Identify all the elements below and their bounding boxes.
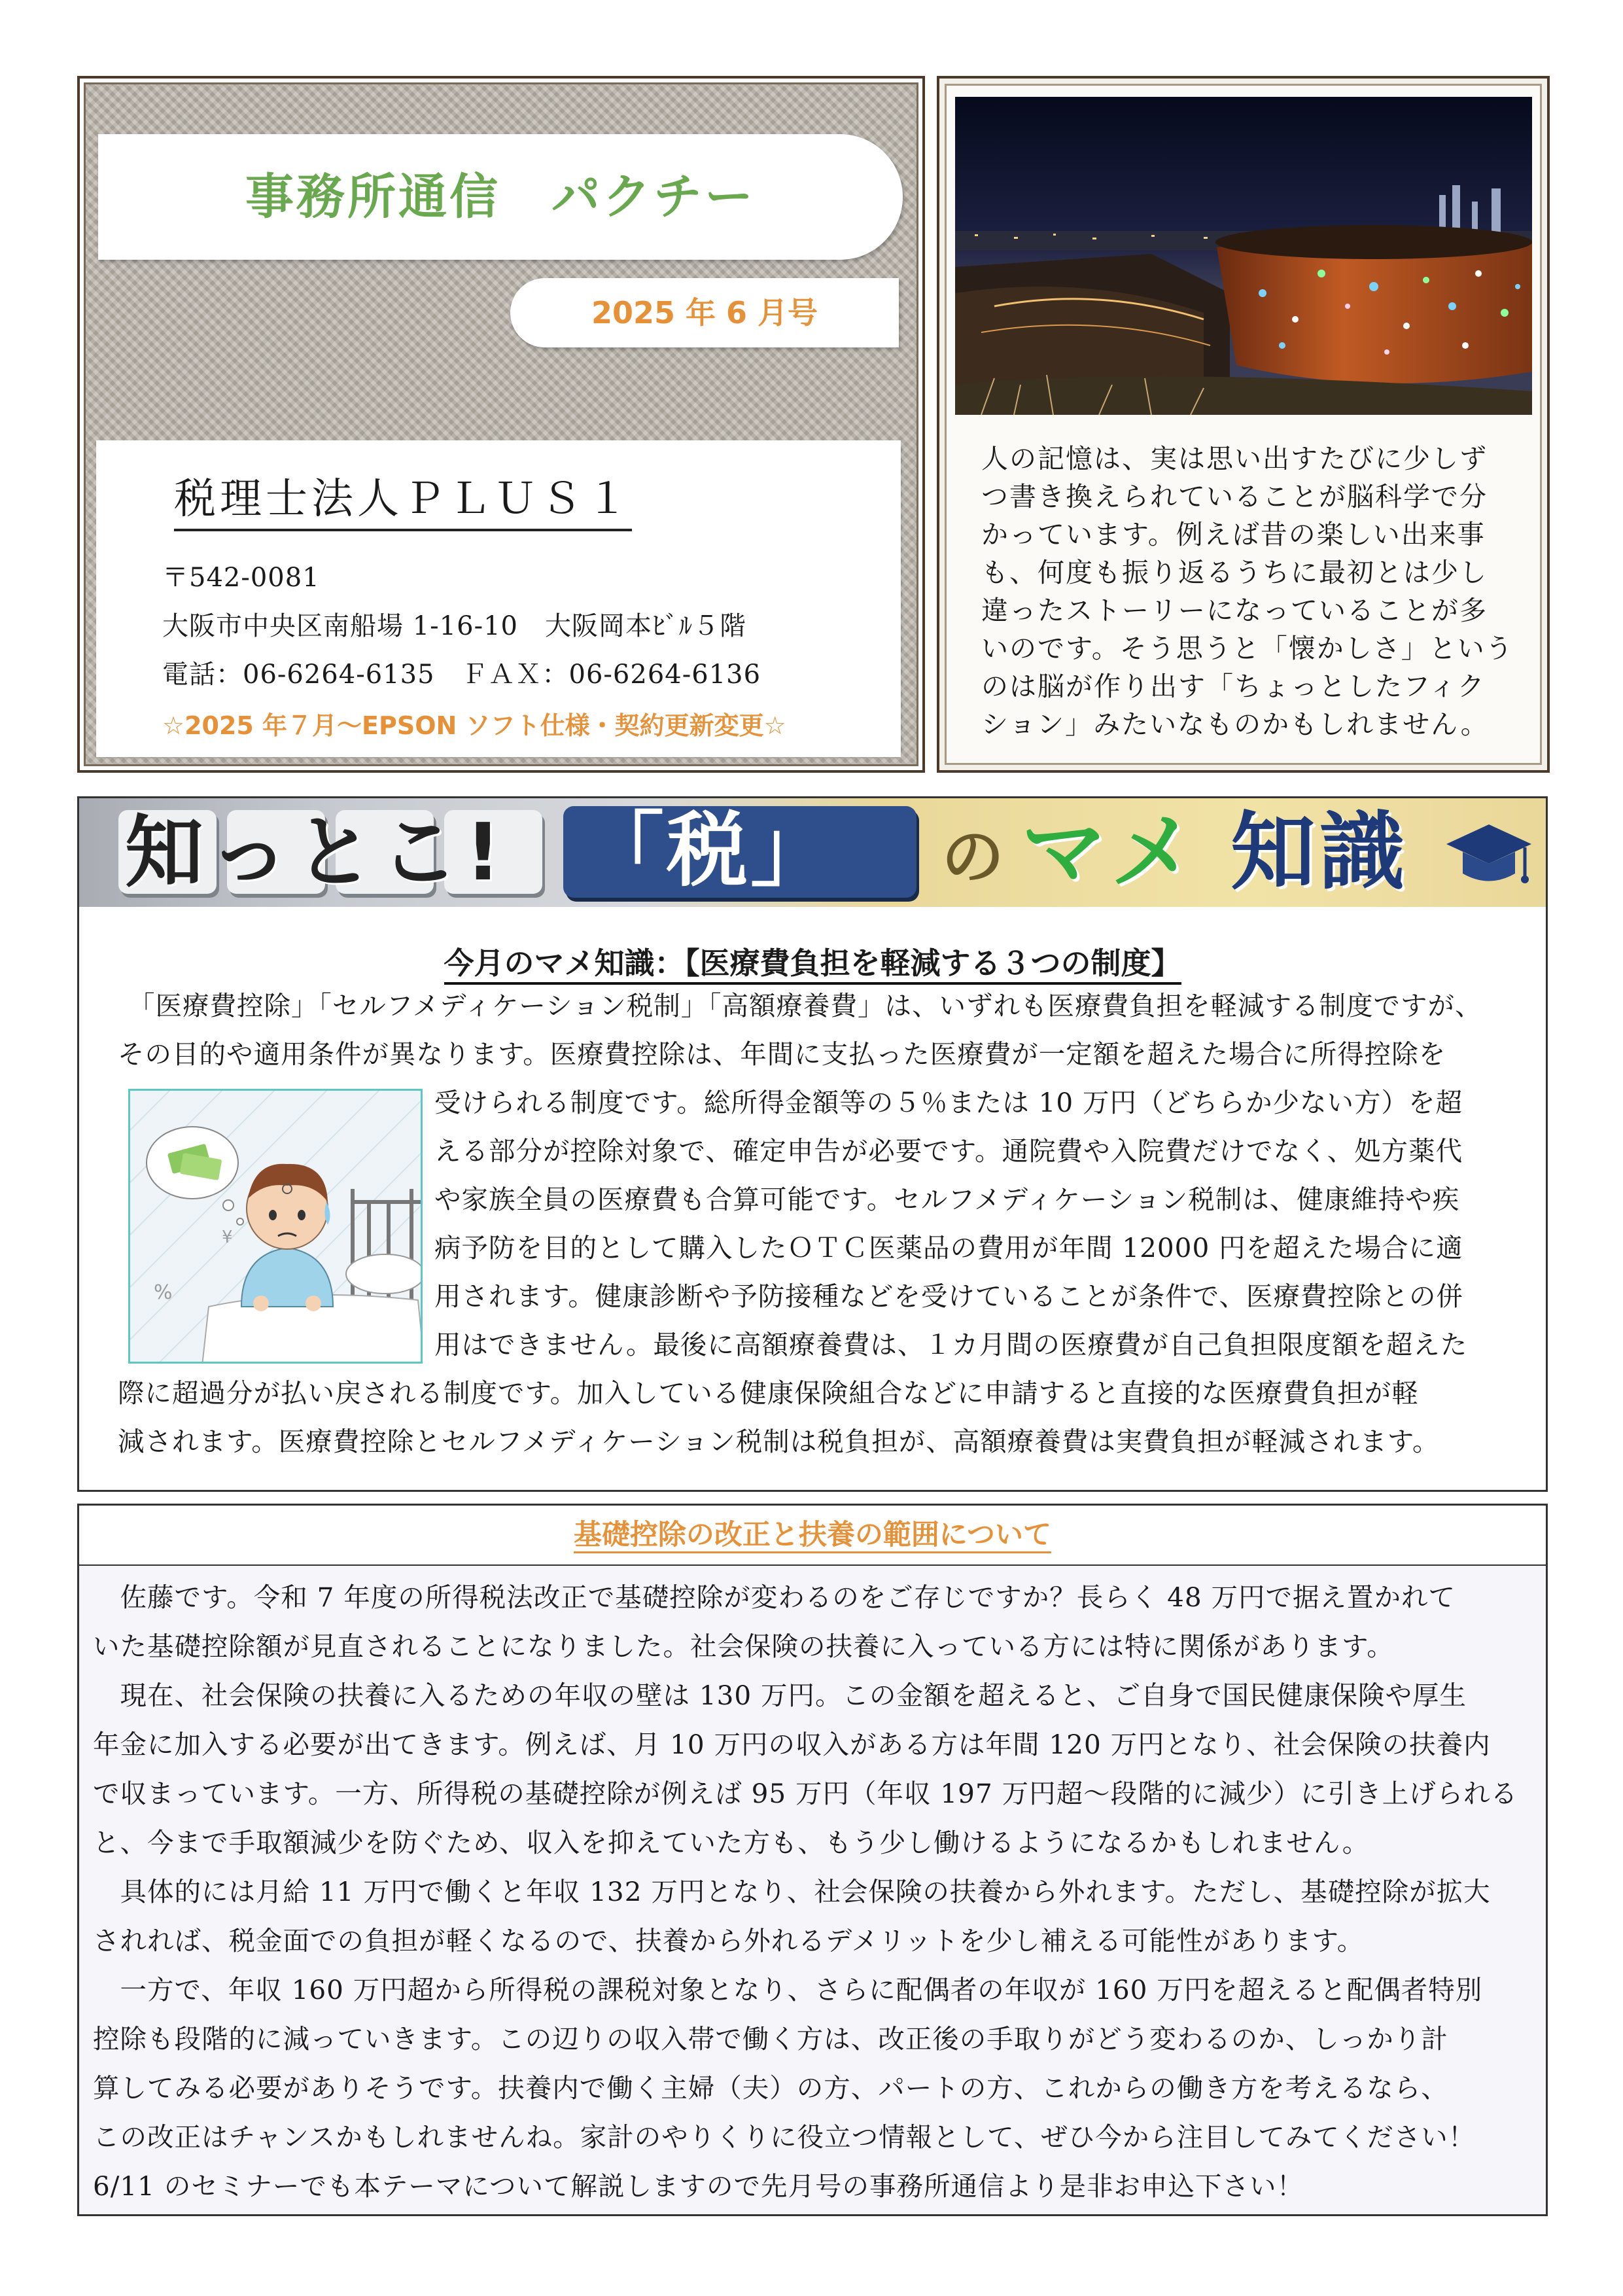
caption-line: 違ったストーリーになっていることが多 xyxy=(981,595,1488,626)
mame-line: 用されます。健康診断や予防接種などを受けていることが条件で、医療費控除との併 xyxy=(434,1280,1463,1312)
mame-chishiki-banner xyxy=(79,798,1546,907)
caption-line: のは脳が作り出す「ちょっとしたフィク xyxy=(981,671,1486,702)
kiso-title-text: 基礎控除の改正と扶養の範囲について xyxy=(574,1519,1051,1553)
worried-patient-illustration xyxy=(128,1089,423,1364)
caption-line: 人の記憶は、実は思い出すたびに少しず xyxy=(981,443,1488,474)
kiso-line: この改正はチャンスかもしれませんね。家計のやりくりに役立つ情報として、ぜひ今から注目してみてください！ xyxy=(93,2121,1476,2153)
kiso-line: 年金に加入する必要が出てきます。例えば、月 10 万円の収入がある方は年間 120 万円となり、社会保険の扶養内 xyxy=(93,1729,1491,1760)
caption-line: いのです。そう思うと「懐かしさ」という xyxy=(981,633,1514,664)
photo-caption xyxy=(981,440,1518,743)
mame-line: える部分が控除対象で、確定申告が必要です。通院費や入院費だけでなく、処方薬代 xyxy=(434,1135,1463,1167)
mame-heading xyxy=(79,940,1546,983)
kiso-title xyxy=(79,1506,1546,1564)
mame-line: 受けられる制度です。総所得金額等の５％または 10 万円（どちらか少ない方）を超 xyxy=(434,1087,1463,1118)
postal-code: 〒542-0081 xyxy=(162,563,320,593)
mame-heading-text: 今月のマメ知識：【医療費負担を軽減する３つの制度】 xyxy=(444,945,1181,985)
kiso-line: 佐藤です。令和 7 年度の所得税法改正で基礎控除が変わるのをご存じですか？長らく 48 万円で据え置かれて xyxy=(93,1581,1456,1613)
kiso-line: 現在、社会保険の扶養に入るための年収の壁は 130 万円。この金額を超えると、ご自身で国民健康保険や厚生 xyxy=(93,1680,1467,1711)
newsletter-title: 事務所通信 パクチー xyxy=(245,169,756,225)
kiso-line: 6/11 のセミナーでも本テーマについて解説しますので先月号の事務所通信より是非お申込下さい！ xyxy=(93,2170,1304,2202)
kiso-line: されれば、税金面での負担が軽くなるので、扶養から外れるデメリットを少し補える可能性があります。 xyxy=(93,1925,1365,1956)
mame-line: 「医療費控除」「セルフメディケーション税制」「高額療養費」は、いずれも医療費負担を軽減する制度ですが、 xyxy=(128,990,1482,1021)
kiso-line: と、今まで手取額減少を防ぐため、収入を抑えていた方も、もう少し働けるようになるかもしれません。 xyxy=(93,1827,1370,1858)
caption-line: ション」みたいなものかもしれません。 xyxy=(981,709,1489,740)
kiso-line: で収まっています。一方、所得税の基礎控除が例えば 95 万円（年収 197 万円超～段階的に減少）に引き上げられる xyxy=(93,1778,1518,1809)
caption-line: つ書き換えられていることが脳科学で分 xyxy=(981,481,1488,512)
issue-date: 2025 年 6 月号 xyxy=(591,295,818,330)
svg-text:%: % xyxy=(154,1281,173,1304)
mame-line: や家族全員の医療費も合算可能です。セルフメディケーション税制は、健康維持や疾 xyxy=(434,1184,1460,1215)
mame-line: 減されます。医療費控除とセルフメディケーション税制は税負担が、高額療養費は実費負担が軽減されます。 xyxy=(118,1426,1440,1457)
mame-line: 際に超過分が払い戻される制度です。加入している健康保険組合などに申請すると直接的な医療費負担が軽 xyxy=(118,1377,1419,1409)
mame-line: 病予防を目的として購入したＯＴＣ医薬品の費用が年間 12000 円を超えた場合に適 xyxy=(434,1232,1463,1263)
caption-line: かっています。例えば昔の楽しい出来事 xyxy=(981,519,1486,550)
office-contact: 電話：06-6264-6135 ＦＡＸ：06-6264-6136 xyxy=(162,660,761,690)
banner-text-zei: 「税」 xyxy=(583,804,835,898)
banner-text-chishiki: 知識 xyxy=(1230,802,1409,902)
banner-text-shittoko: 知っとこ! xyxy=(125,807,508,898)
announcement: ☆2025 年７月～EPSON ソフト仕様・契約更新変更☆ xyxy=(162,711,786,740)
kiso-line: 具体的には月給 11 万円で働くと年収 132 万円となり、社会保険の扶養から外れます。ただし、基礎控除が拡大 xyxy=(93,1876,1491,1907)
svg-text:¥: ¥ xyxy=(222,1227,233,1247)
kiso-line: 一方で、年収 160 万円超から所得税の課税対象となり、さらに配偶者の年収が 160 万円を超えると配偶者特別 xyxy=(93,1974,1483,2005)
night-view-photo xyxy=(955,97,1532,415)
mame-line: その目的や適用条件が異なります。医療費控除は、年間に支払った医療費が一定額を超えた場合に所得控除を xyxy=(118,1038,1446,1070)
office-address: 大阪市中央区南船場 1-16-10 大阪岡本ﾋﾞﾙ５階 xyxy=(162,611,746,641)
banner-text-no: の xyxy=(941,821,1004,894)
kiso-line: いた基礎控除額が見直されることになりました。社会保険の扶養に入っている方には特に関係があります。 xyxy=(93,1631,1394,1662)
graduation-cap-icon xyxy=(1440,811,1538,896)
mame-line: 用はできません。最後に高額療養費は、１カ月間の医療費が自己負担限度額を超えた xyxy=(434,1329,1468,1360)
firm-name: 税理士法人ＰＬＵＳ１ xyxy=(174,471,632,531)
kiso-line: 算してみる必要がありそうです。扶養内で働く主婦（夫）の方、パートの方、これからの働き方を考えるなら、 xyxy=(93,2072,1448,2104)
caption-line: も、何度も振り返るうちに最初とは少し xyxy=(981,557,1488,588)
banner-text-mame: マメ xyxy=(1021,802,1200,902)
kiso-line: 控除も段階的に減っていきます。この辺りの収入帯で働く方は、改正後の手取りがどう変わるのか、しっかり計 xyxy=(93,2023,1448,2055)
